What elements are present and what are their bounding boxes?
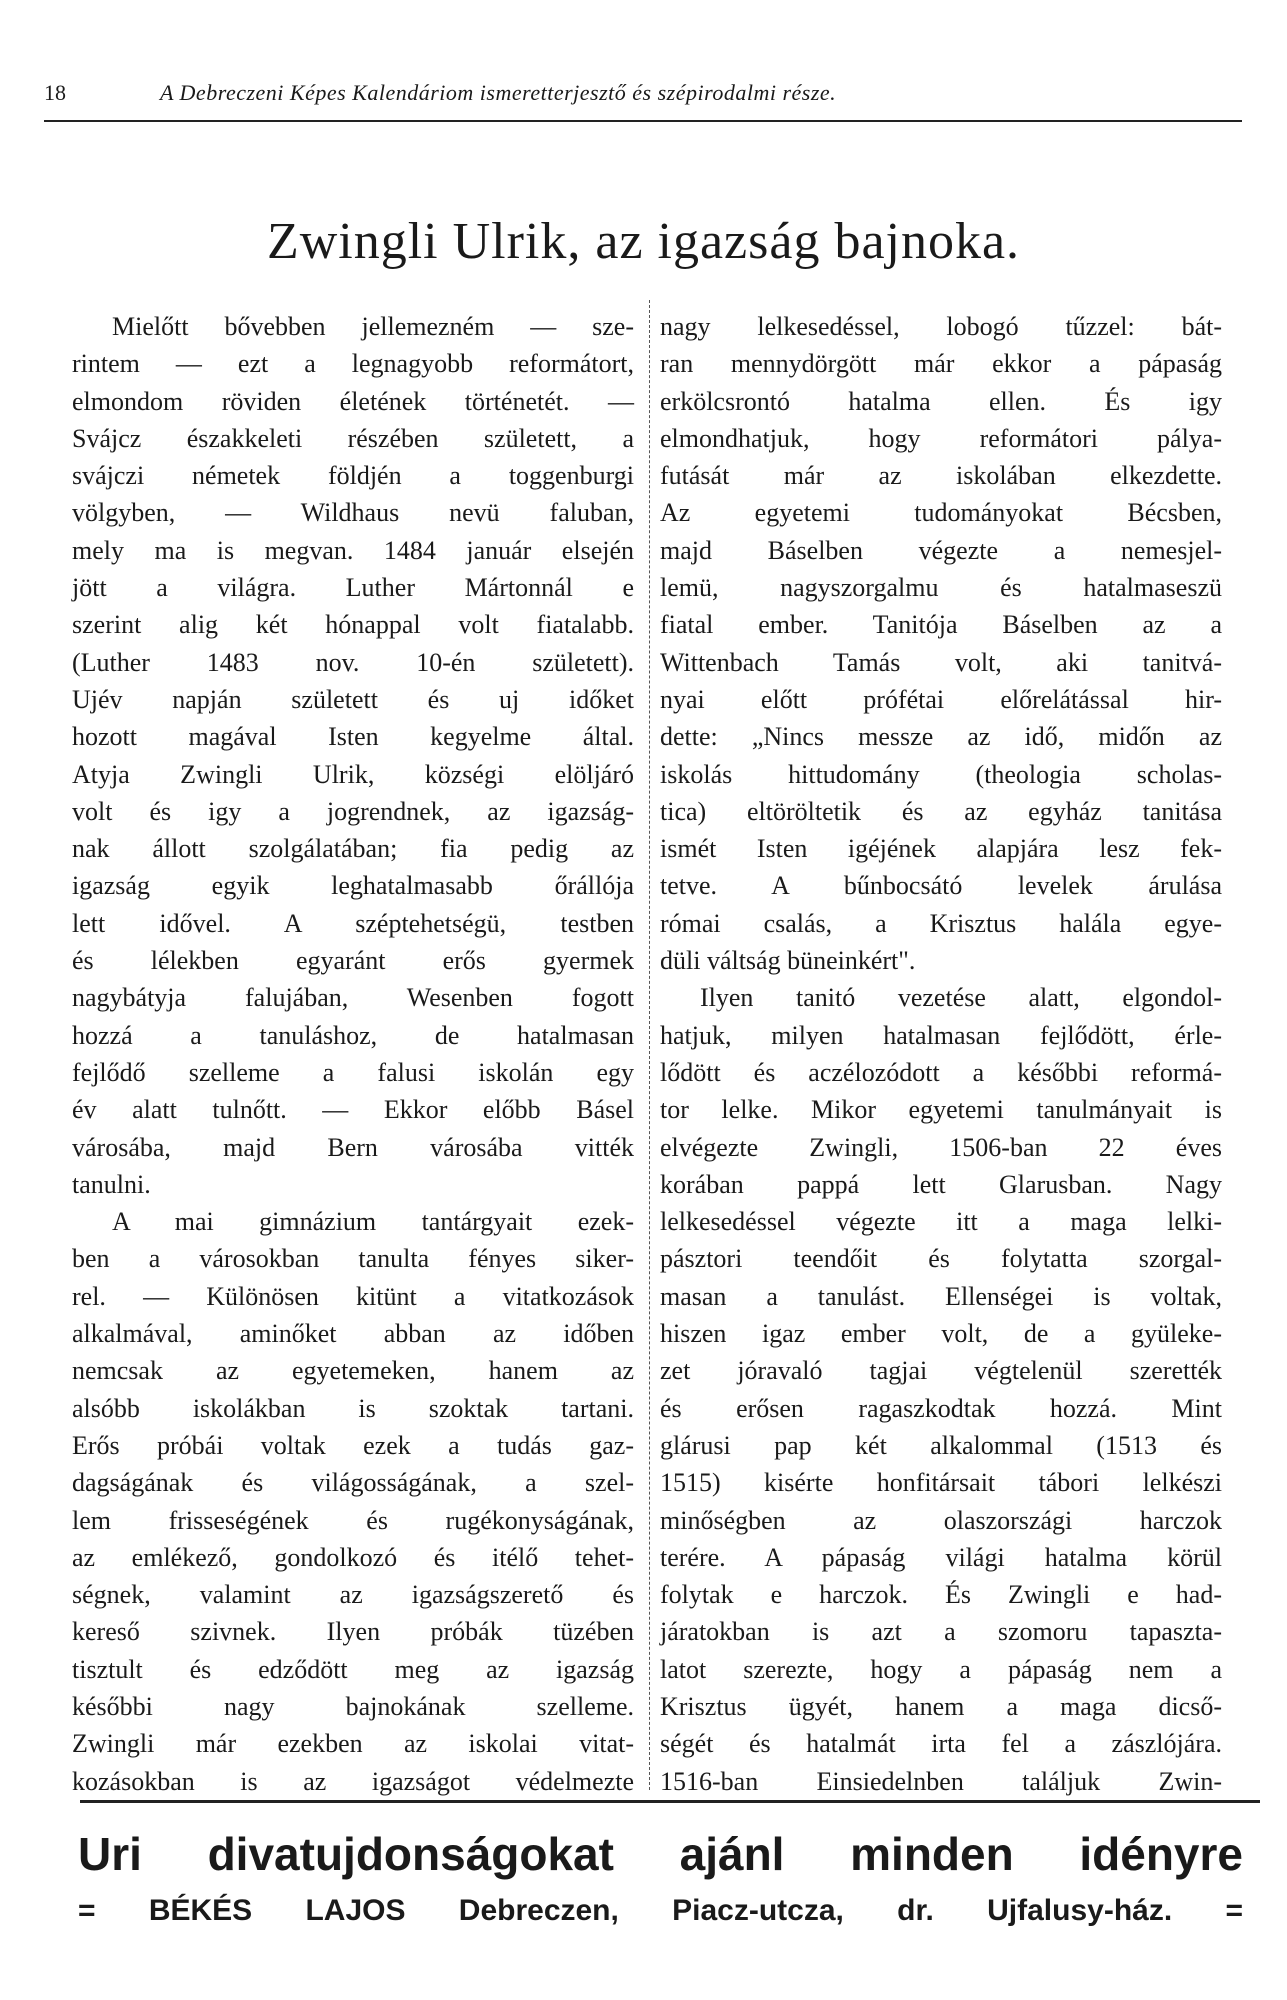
text-line: alsóbb iskolákban is szoktak tartani. <box>72 1393 634 1423</box>
text-line: futását már az iskolában elkezdette. <box>660 461 1222 491</box>
text-line: latot szerezte, hogy a pápaság nem a <box>660 1654 1222 1684</box>
text-line: ségét és hatalmát irta fel a zászlójára. <box>660 1729 1222 1759</box>
text-line: lemü, nagyszorgalmu és hatalmaseszü <box>660 573 1222 603</box>
text-line: Zwingli már ezekben az iskolai vitat- <box>72 1729 634 1759</box>
text-line: rel. — Különösen kitünt a vitatkozások <box>72 1281 634 1311</box>
text-line: A mai gimnázium tantárgyait ezek- <box>112 1207 634 1237</box>
text-line: és erősen ragaszkodtak hozzá. Mint <box>660 1393 1222 1423</box>
text-line: fiatal ember. Tanitója Báselben az a <box>660 610 1222 640</box>
text-line: erkölcsrontó hatalma ellen. És igy <box>660 386 1222 416</box>
text-line: folytak e harczok. És Zwingli e had- <box>660 1580 1222 1610</box>
text-line: kereső szivnek. Ilyen próbák tüzében <box>72 1617 634 1647</box>
text-line: hozott magával Isten kegyelme által. <box>72 722 634 752</box>
text-line: Erős próbái voltak ezek a tudás gaz- <box>72 1430 634 1460</box>
text-line: városába, majd Bern városába vitték <box>72 1132 634 1162</box>
text-line: iskolás hittudomány (theologia scholas- <box>660 759 1222 789</box>
text-line: tisztult és edződött meg az igazság <box>72 1654 634 1684</box>
text-line: Svájcz északkeleti részében született, a <box>72 423 634 453</box>
header-rule <box>44 120 1242 122</box>
text-line: kozásokban is az igazságot védelmezte <box>72 1766 634 1796</box>
left-column <box>72 308 634 1800</box>
text-line: Wittenbach Tamás volt, aki tanitvá- <box>660 647 1222 677</box>
advertisement-subline: = BÉKÉS LAJOS Debreczen, Piacz-utcza, dr. Ujfalusy-ház. = <box>78 1894 1243 1927</box>
footer-rule <box>80 1800 1260 1803</box>
text-line: nak állott szolgálatában; fia pedig az <box>72 834 634 864</box>
text-line: nyai előtt prófétai előrelátással hir- <box>660 684 1222 714</box>
text-line: majd Báselben végezte a nemesjel- <box>660 535 1222 565</box>
text-line: lődött és aczélozódott a későbbi reformá- <box>660 1057 1222 1087</box>
text-line: ben a városokban tanulta fényes siker- <box>72 1244 634 1274</box>
text-line: lem frisseségének és rugékonyságának, <box>72 1505 634 1535</box>
text-line: tor lelke. Mikor egyetemi tanulmányait is <box>660 1095 1222 1125</box>
text-line: nagy lelkesedéssel, lobogó tűzzel: bát- <box>660 312 1222 341</box>
text-line: minőségben az olaszországi harczok <box>660 1505 1222 1535</box>
text-line: 1516-ban Einsiedelnben találjuk Zwin- <box>660 1766 1222 1796</box>
text-line: hiszen igaz ember volt, de a gyüleke- <box>660 1319 1222 1349</box>
text-line: völgyben, — Wildhaus nevü faluban, <box>72 498 634 528</box>
text-line: terére. A pápaság világi hatalma körül <box>660 1542 1222 1572</box>
text-line: glárusi pap két alkalommal (1513 és <box>660 1430 1222 1460</box>
text-line: 1515) kisérte honfitársait tábori lelkészi <box>660 1468 1222 1498</box>
text-line: nagybátyja falujában, Wesenben fogott <box>72 983 634 1013</box>
text-line: szerint alig két hónappal volt fiatalabb. <box>72 610 634 640</box>
text-line: igazság egyik leghatalmasabb őrállója <box>72 871 634 901</box>
text-line: rintem — ezt a legnagyobb reformátort, <box>72 349 634 379</box>
text-line: Az egyetemi tudományokat Bécsben, <box>660 498 1222 528</box>
text-line: ismét Isten igéjének alapjára lesz fek- <box>660 834 1222 864</box>
text-line: és lélekben egyaránt erős gyermek <box>72 946 634 976</box>
text-line: volt és igy a jogrendnek, az igazság- <box>72 796 634 826</box>
text-line: Ilyen tanitó vezetése alatt, elgondol- <box>700 983 1222 1013</box>
text-line: járatokban is azt a szomoru tapaszta- <box>660 1617 1222 1647</box>
text-line: dette: „Nincs messze az idő, midőn az <box>660 722 1222 752</box>
right-column <box>660 308 1222 1800</box>
text-line: Mielőtt bővebben jellemezném — sze- <box>112 312 634 341</box>
running-head: A Debreczeni Képes Kalendáriom ismeretterjesztő és szépirodalmi része. <box>160 80 837 105</box>
text-line: (Luther 1483 nov. 10-én született). <box>72 647 634 677</box>
text-line: tica) eltöröltetik és az egyház tanitása <box>660 796 1222 826</box>
text-line: római csalás, a Krisztus halála egye- <box>660 908 1222 938</box>
advertisement-headline: Uri divatujdonságokat ajánl minden idényre <box>78 1828 1243 1880</box>
text-line: hatjuk, milyen hatalmasan fejlődött, érle- <box>660 1020 1222 1050</box>
text-line: hozzá a tanuláshoz, de hatalmasan <box>72 1020 634 1050</box>
text-line: elmondom röviden életének történetét. — <box>72 386 634 416</box>
text-line: lett idővel. A széptehetségü, testben <box>72 908 634 938</box>
text-line: dagságának és világosságának, a szel- <box>72 1468 634 1498</box>
text-line: ran mennydörgött már ekkor a pápaság <box>660 349 1222 379</box>
text-line: lelkesedéssel végezte itt a maga lelki- <box>660 1207 1222 1237</box>
page-number: 18 <box>44 80 66 105</box>
text-line: nemcsak az egyetemeken, hanem az <box>72 1356 634 1386</box>
text-line: düli váltság büneinkért". <box>660 946 916 976</box>
text-line: alkalmával, aminőket abban az időben <box>72 1319 634 1349</box>
text-line: tetve. A bűnbocsátó levelek árulása <box>660 871 1222 901</box>
text-line: elmondhatjuk, hogy reformátori pálya- <box>660 423 1222 453</box>
article-title: Zwingli Ulrik, az igazság bajnoka. <box>266 213 1021 270</box>
text-line: masan a tanulást. Ellenségei is voltak, <box>660 1281 1222 1311</box>
text-line: fejlődő szelleme a falusi iskolán egy <box>72 1057 634 1087</box>
text-line: Krisztus ügyét, hanem a maga dicső- <box>660 1691 1222 1721</box>
text-line: elvégezte Zwingli, 1506-ban 22 éves <box>660 1132 1222 1162</box>
text-line: az emlékező, gondolkozó és itélő tehet- <box>72 1542 634 1572</box>
column-divider <box>649 300 650 1790</box>
text-line: mely ma is megvan. 1484 január elsején <box>72 535 634 565</box>
text-line: zet jóravaló tagjai végtelenül szerették <box>660 1356 1222 1386</box>
text-line: év alatt tulnőtt. — Ekkor előbb Básel <box>72 1095 634 1125</box>
text-line: ségnek, valamint az igazságszerető és <box>72 1580 634 1610</box>
text-line: pásztori teendőit és folytatta szorgal- <box>660 1244 1222 1274</box>
text-line: tanulni. <box>72 1169 151 1199</box>
text-line: jött a világra. Luther Mártonnál e <box>72 573 634 603</box>
text-line: Ujév napján született és uj időket <box>72 684 634 714</box>
text-line: korában pappá lett Glarusban. Nagy <box>660 1169 1222 1199</box>
text-line: Atyja Zwingli Ulrik, községi elöljáró <box>72 759 634 789</box>
text-line: későbbi nagy bajnokának szelleme. <box>72 1691 634 1721</box>
text-line: svájczi németek földjén a toggenburgi <box>72 461 634 491</box>
